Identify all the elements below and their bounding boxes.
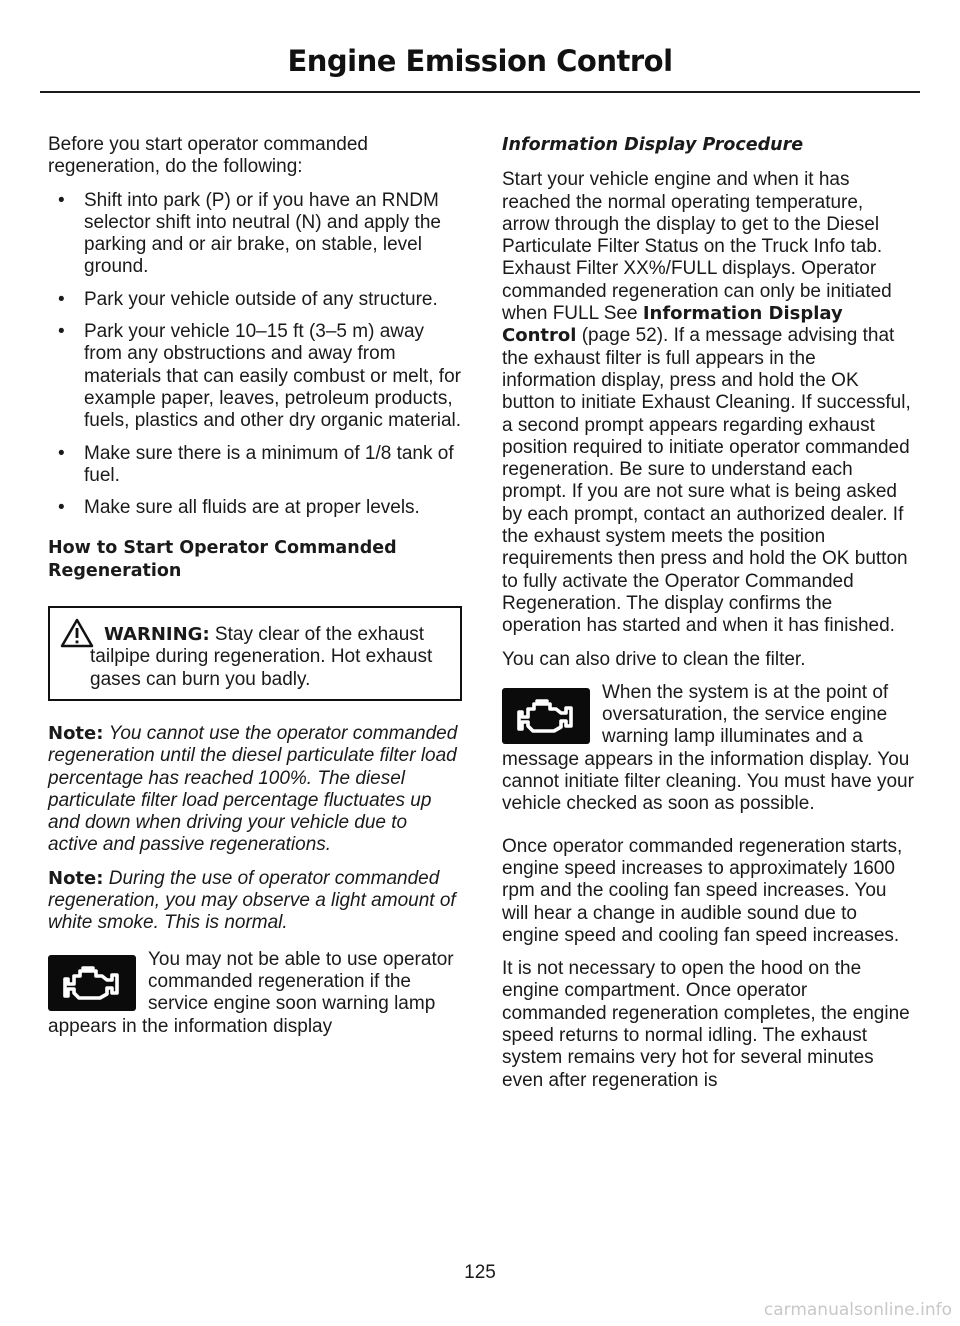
warning-text: Stay clear of the exhaust tailpipe during regeneration. Hot exhaust gases can burn you badly. [90, 624, 433, 690]
list-item: • Shift into park (P) or if you have an RNDM selector shift into neutral (N) and apply the parking and or air brake, on stable, level ground. [48, 190, 462, 279]
engine-warning-lamp-icon [502, 688, 590, 744]
note-label: Note: [48, 722, 104, 744]
section-heading: Information Display Procedure [502, 135, 804, 155]
engine-lamp-text: You may not be able to use operator commanded regeneration if the service engine soon warning lamp appears in the information display [48, 948, 454, 1037]
watermark: carmanualsonline.info [763, 1300, 952, 1320]
drive-clean-paragraph: You can also drive to clean the filter. [502, 648, 806, 670]
procedure-text-continued: (page 52). If a message advising that the exhaust filter is full appears in the information display, press and hold the OK button to initiate Exhaust Cleaning. If successful, a second prompt appears regarding exhaust position required to initiate operator commanded regeneration. Be sure to understand each prompt. If you are not sure what is being asked by each prompt, contact an authorized dealer. If the exhaust system meets the position requirements then press and hold the OK button to fully activate the Operator Commanded Regeneration. The display confirms the operation has started and when it has finished. [502, 325, 911, 637]
engine-warning-lamp-icon [48, 955, 136, 1011]
procedure-text: Start your vehicle engine and when it has reached the normal operating temperature, arrow through the display to get to the Diesel Particulate Filter Status on the Truck Info tab. Exhaust Filter XX%/FULL displays. Operator commanded regeneration can only be initiated when FULL See [502, 169, 892, 325]
list-item: • Park your vehicle 10–15 ft (3–5 m) away from any obstructions and away from materials that can easily combust or melt, for example paper, leaves, petroleum products, fuels, plastics and other dry organic material. [48, 321, 462, 432]
page-number: 125 [464, 1262, 496, 1283]
note-text: During the use of operator commanded regeneration, you may observe a light amount of white smoke. This is normal. [48, 867, 456, 934]
warning-box [48, 606, 462, 701]
page-title: Engine Emission Control [287, 44, 673, 78]
note-paragraph [48, 868, 462, 935]
cross-reference-link[interactable]: Information Display Control [502, 303, 843, 347]
note-label: Note: [48, 867, 104, 889]
oversaturation-paragraph [502, 682, 914, 816]
procedure-paragraph [502, 169, 914, 637]
note-paragraph [48, 723, 462, 857]
intro-paragraph: Before you start operator commanded regeneration, do the following: [48, 134, 369, 178]
oversaturation-text: When the system is at the point of oversaturation, the service engine warning lamp illuminates and a message appears in the information display. You cannot initiate filter cleaning. You must have your vehicle checked as soon as possible. [502, 681, 914, 815]
warning-label: WARNING: [104, 624, 210, 646]
header-divider [40, 91, 920, 93]
hood-paragraph: It is not necessary to open the hood on the engine compartment. Once operator commanded regeneration completes, the engine speed returns to normal idling. The exhaust system remains very hot for several minutes even after regeneration is [502, 958, 910, 1091]
section-subheading: How to Start Operator Commanded Regeneration [48, 538, 397, 581]
list-item: • Park your vehicle outside of any structure. [48, 289, 462, 311]
regeneration-start-paragraph: Once operator commanded regeneration starts, engine speed increases to approximately 1600 rpm and the cooling fan speed increases. You will hear a change in audible sound due to engine speed and cooling fan speed increases. [502, 835, 903, 946]
note-text: You cannot use the operator commanded regeneration until the diesel particulate filter load percentage has reached 100%. The diesel particulate filter load percentage fluctuates up and down when driving your vehicle due to active and passive regenerations. [48, 722, 458, 856]
list-item: • Make sure there is a minimum of 1/8 tank of fuel. [48, 443, 462, 488]
warning-triangle-icon [60, 618, 94, 648]
engine-lamp-paragraph [48, 949, 462, 1038]
right-column [502, 134, 914, 1103]
preparation-list [48, 190, 462, 520]
left-column [48, 134, 462, 1038]
list-item: • Make sure all fluids are at proper levels. [48, 497, 462, 519]
